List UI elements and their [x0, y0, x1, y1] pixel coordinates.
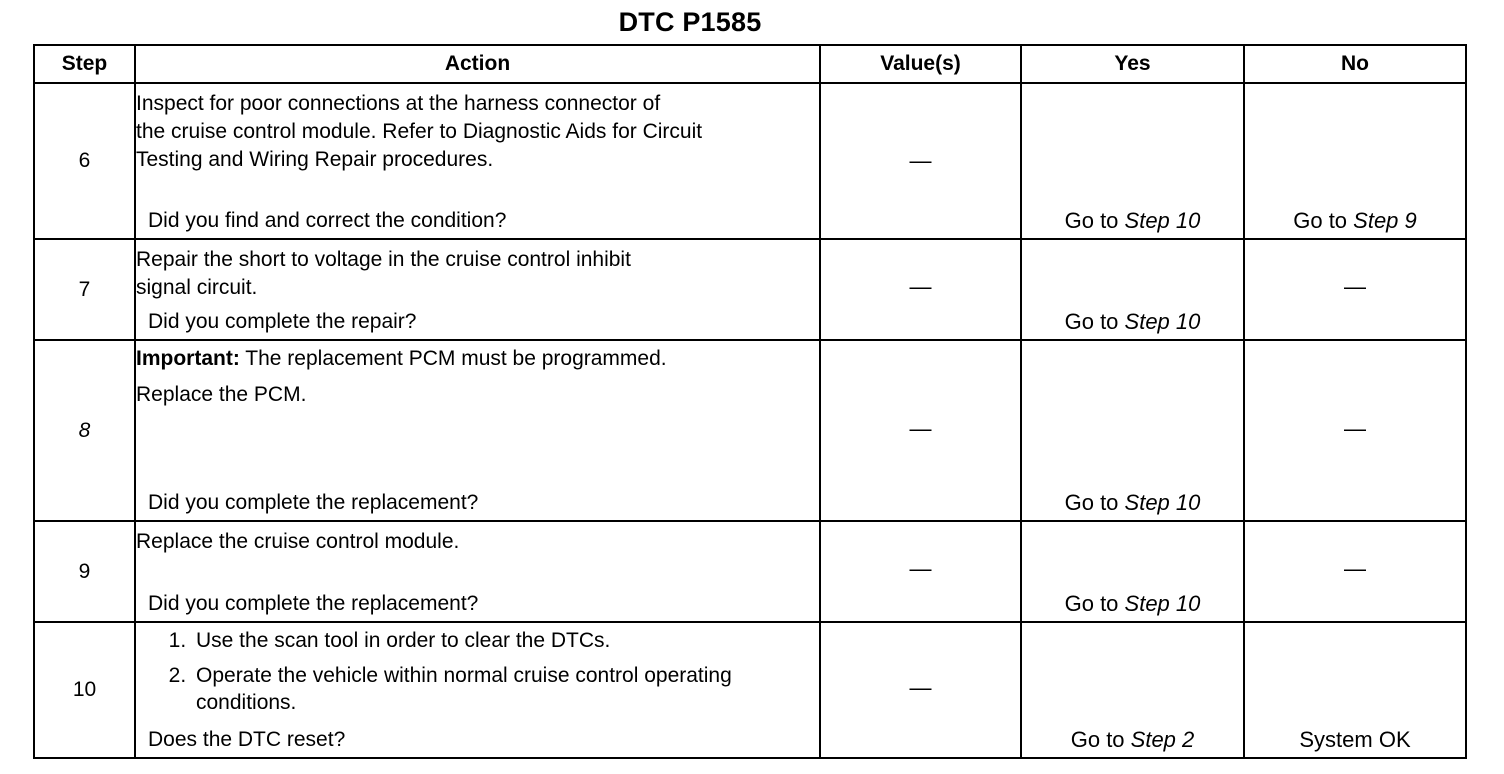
- header-values: Value(s): [820, 45, 1021, 83]
- table-row: [34, 340, 1466, 521]
- action-line: the cruise control module. Refer to Diagnostic Aids for Circuit: [136, 120, 703, 143]
- no-cell: [1244, 622, 1466, 758]
- table-row: [34, 239, 1466, 340]
- dtc-table: [33, 44, 1467, 759]
- table-row: [34, 83, 1466, 239]
- no-cell: [1244, 239, 1466, 340]
- no-cell: [1244, 521, 1466, 622]
- step-number: 6: [34, 83, 135, 239]
- important-note: [136, 345, 819, 373]
- header-no: No: [1244, 45, 1466, 83]
- action-cell: [135, 521, 820, 622]
- value-cell: [820, 83, 1021, 239]
- yes-step-ref: Step 2: [1130, 727, 1195, 752]
- value-dash: —: [909, 148, 932, 173]
- no-cell: [1244, 340, 1466, 521]
- action-cell: [135, 239, 820, 340]
- yes-step-ref: Step 10: [1124, 208, 1201, 233]
- yes-goto: Go to Step 10: [1064, 309, 1201, 334]
- yes-goto: Go to Step 2: [1070, 727, 1195, 752]
- procedure-list: [136, 623, 819, 716]
- action-line: Repair the short to voltage in the cruise control inhibit: [136, 248, 631, 271]
- yes-goto: Go to Step 10: [1064, 490, 1201, 515]
- important-text: The replacement PCM must be programmed.: [239, 347, 667, 370]
- table-row: [34, 521, 1466, 622]
- value-dash: —: [909, 556, 932, 581]
- action-line: Replace the PCM.: [136, 383, 307, 406]
- yes-cell: [1021, 83, 1244, 239]
- no-goto: Go to Step 9: [1293, 208, 1417, 233]
- value-dash: —: [909, 416, 932, 441]
- step-number: 9: [34, 521, 135, 622]
- yes-goto: Go to Step 10: [1064, 591, 1201, 616]
- table-header-row: [34, 45, 1466, 83]
- document-title: DTC P1585: [618, 7, 762, 37]
- action-line: signal circuit.: [136, 276, 258, 299]
- action-question: Did you complete the repair?: [148, 310, 417, 333]
- step-number: 10: [34, 622, 135, 758]
- important-label: Important:: [136, 347, 240, 370]
- list-item: 1. Use the scan tool in order to clear the DTCs.: [192, 627, 819, 654]
- yes-cell: [1021, 340, 1244, 521]
- value-cell: [820, 622, 1021, 758]
- no-dash: —: [1344, 274, 1366, 299]
- list-item: 2. Operate the vehicle within normal cruise control operating conditions.: [192, 662, 756, 716]
- no-result: System OK: [1299, 727, 1411, 752]
- action-question: Did you complete the replacement?: [148, 491, 479, 514]
- yes-cell: [1021, 521, 1244, 622]
- action-line: Testing and Wiring Repair procedures.: [136, 148, 494, 171]
- value-cell: [820, 340, 1021, 521]
- yes-goto: Go to Step 10: [1064, 208, 1201, 233]
- no-dash: —: [1344, 416, 1366, 441]
- no-cell: [1244, 83, 1466, 239]
- table-row: [34, 622, 1466, 758]
- action-cell: [135, 83, 820, 239]
- yes-step-ref: Step 10: [1124, 490, 1201, 515]
- action-question: Did you complete the replacement?: [148, 592, 479, 615]
- action-line: Replace the cruise control module.: [136, 530, 460, 553]
- no-dash: —: [1344, 556, 1366, 581]
- action-question: Does the DTC reset?: [148, 728, 346, 751]
- header-yes: Yes: [1021, 45, 1244, 83]
- yes-cell: [1021, 622, 1244, 758]
- yes-step-ref: Step 10: [1124, 591, 1201, 616]
- header-action: Action: [135, 45, 820, 83]
- value-dash: —: [909, 274, 932, 299]
- action-cell: [135, 340, 820, 521]
- yes-cell: [1021, 239, 1244, 340]
- step-number: 8: [34, 340, 135, 521]
- header-step: Step: [34, 45, 135, 83]
- value-dash: —: [909, 675, 932, 700]
- no-step-ref: Step 9: [1353, 208, 1417, 233]
- action-line: Inspect for poor connections at the harness connector of: [136, 92, 661, 115]
- value-cell: [820, 239, 1021, 340]
- action-cell: [135, 622, 820, 758]
- yes-step-ref: Step 10: [1124, 309, 1201, 334]
- action-question: Did you find and correct the condition?: [148, 209, 507, 232]
- step-number: 7: [34, 239, 135, 340]
- value-cell: [820, 521, 1021, 622]
